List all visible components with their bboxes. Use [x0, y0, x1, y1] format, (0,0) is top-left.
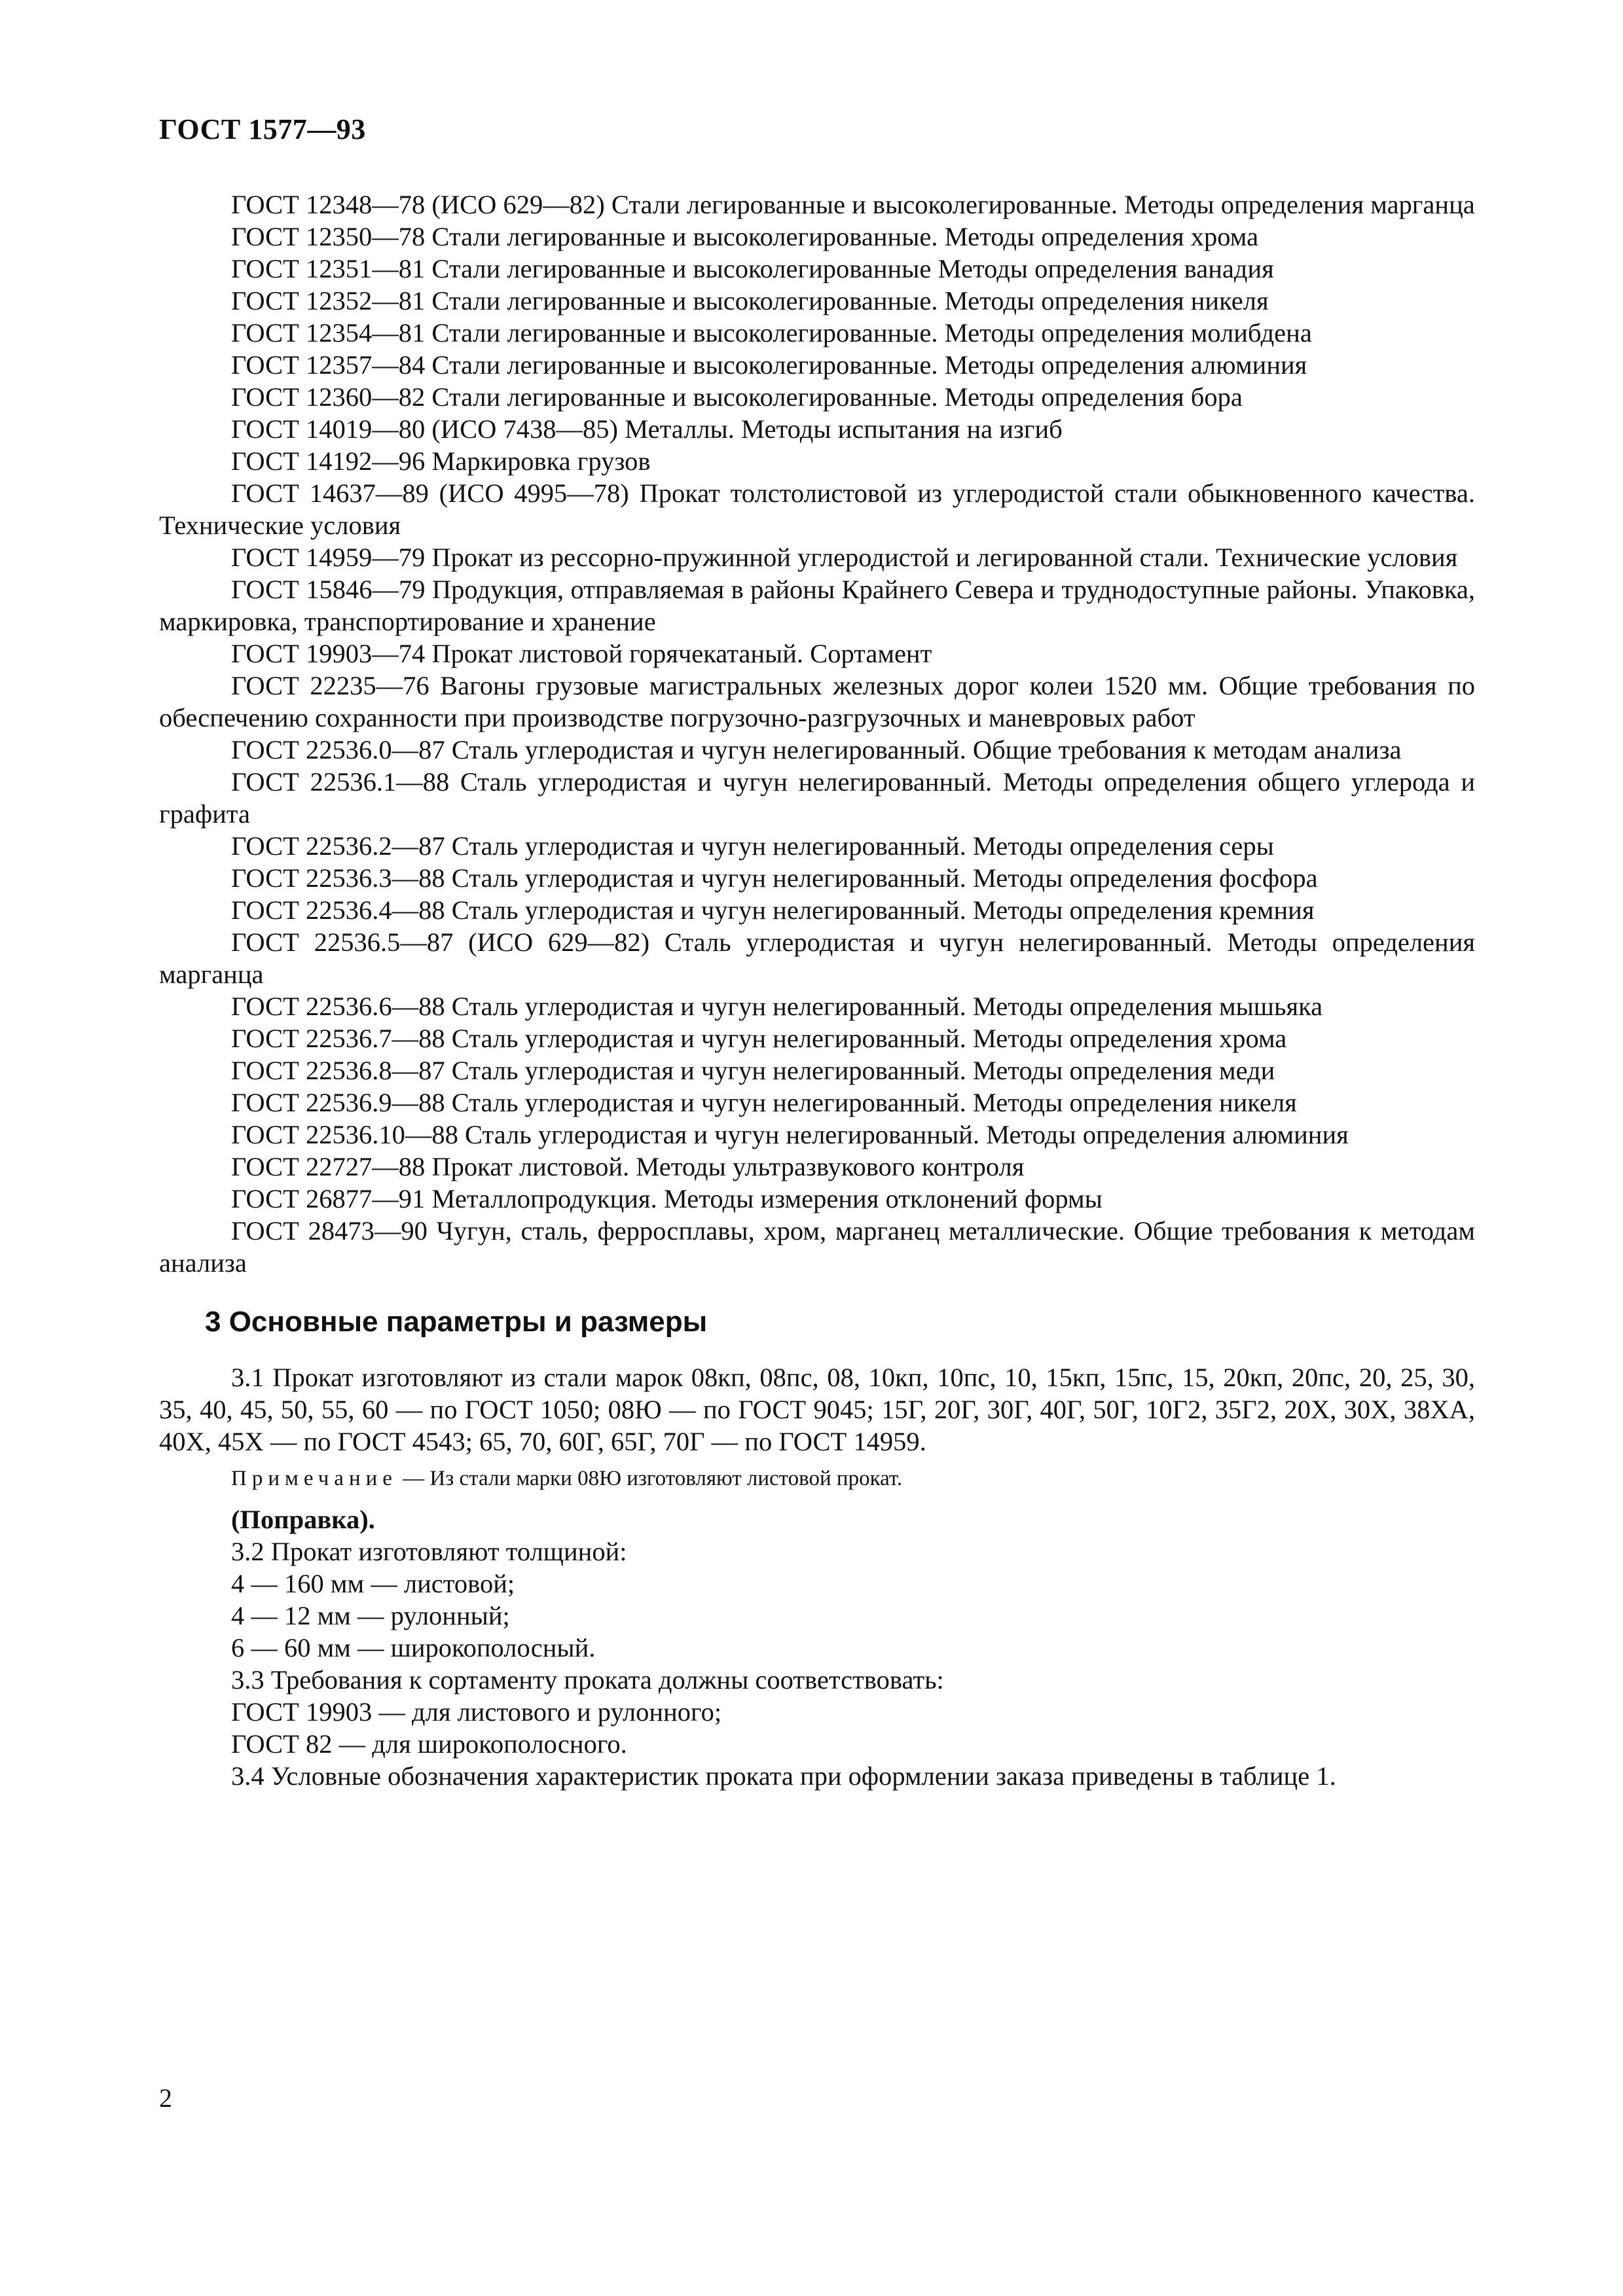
reference-item: ГОСТ 26877—91 Металлопродукция. Методы измерения отклонений формы [231, 1184, 1103, 1213]
section-title: 3 Основные параметры и размеры [205, 1306, 708, 1338]
reference-item: ГОСТ 22536.0—87 Сталь углеродистая и чугун нелегированный. Общие требования к методам анализа [231, 735, 1402, 764]
reference-item: ГОСТ 14192—96 Маркировка грузов [231, 446, 651, 476]
assortment-item: ГОСТ 82 — для широкополосного. [231, 1729, 627, 1759]
reference-item: ГОСТ 22536.3—88 Сталь углеродистая и чугун нелегированный. Методы определения фосфора [231, 863, 1318, 893]
reference-item: ГОСТ 22536.7—88 Сталь углеродистая и чугун нелегированный. Методы определения хрома [231, 1024, 1287, 1053]
page-content [159, 188, 1475, 1792]
reference-item: ГОСТ 22536.5—87 (ИСО 629—82) Сталь углеродистая и чугун нелегированный. Методы определения марганца [159, 927, 1475, 989]
document-code-header: ГОСТ 1577—93 [159, 113, 366, 145]
reference-item: ГОСТ 12357—84 Стали легированные и высоколегированные. Методы определения алюминия [231, 350, 1307, 380]
reference-item: ГОСТ 22235—76 Вагоны грузовые магистральных железных дорог колеи 1520 мм. Общие требования по обеспечению сохранности при производстве погрузочно-разгрузочных и маневровых работ [159, 671, 1475, 732]
reference-item: ГОСТ 22536.2—87 Сталь углеродистая и чугун нелегированный. Методы определения серы [231, 831, 1274, 861]
reference-item: ГОСТ 12348—78 (ИСО 629—82) Стали легированные и высоколегированные. Методы определения марганца [231, 190, 1475, 219]
reference-item: ГОСТ 19903—74 Прокат листовой горячекатаный. Сортамент [231, 639, 932, 668]
reference-item: ГОСТ 22536.4—88 Сталь углеродистая и чугун нелегированный. Методы определения кремния [231, 895, 1315, 925]
paragraph-3-1: 3.1 Прокат изготовляют из стали марок 08кп, 08пс, 08, 10кп, 10пс, 10, 15кп, 15пс, 15, 20кп, 20пс, 20, 25, 30, 35, 40, 45, 50, 55, 60 — по ГОСТ 1050; 08Ю — по ГОСТ 9045; 15Г, 20Г, 30Г, 40Г, 50Г, 10Г2, 35Г2, 20Х, 30Х, 38ХА, 40Х, 45Х — по ГОСТ 4543; 65, 70, 60Г, 65Г, 70Г — по ГОСТ 14959. [159, 1363, 1475, 1456]
note [159, 1464, 1475, 1493]
reference-item: ГОСТ 22536.1—88 Сталь углеродистая и чугун нелегированный. Методы определения общего углерода и графита [159, 767, 1475, 829]
reference-item: ГОСТ 22536.10—88 Сталь углеродистая и чугун нелегированный. Методы определения алюминия [231, 1120, 1349, 1149]
thickness-item: 4 — 12 мм — рулонный; [231, 1601, 510, 1630]
paragraph-3-2: 3.2 Прокат изготовляют толщиной: [231, 1537, 627, 1566]
reference-item: ГОСТ 15846—79 Продукция, отправляемая в районы Крайнего Севера и труднодоступные районы. Упаковка, маркировка, транспортирование и хранение [159, 575, 1475, 636]
reference-item: ГОСТ 22536.9—88 Сталь углеродистая и чугун нелегированный. Методы определения никеля [231, 1088, 1297, 1117]
thickness-item: 4 — 160 мм — листовой; [231, 1569, 515, 1598]
reference-item: ГОСТ 14019—80 (ИСО 7438—85) Металлы. Методы испытания на изгиб [231, 414, 1063, 444]
reference-item: ГОСТ 22536.6—88 Сталь углеродистая и чугун нелегированный. Методы определения мышьяка [231, 992, 1323, 1021]
reference-item: ГОСТ 12354—81 Стали легированные и высоколегированные. Методы определения молибдена [231, 318, 1312, 348]
reference-item: ГОСТ 12350—78 Стали легированные и высоколегированные. Методы определения хрома [231, 222, 1259, 251]
thickness-item: 6 — 60 мм — широкополосный. [231, 1633, 596, 1662]
reference-item: ГОСТ 12360—82 Стали легированные и высоколегированные. Методы определения бора [231, 382, 1243, 412]
reference-item: ГОСТ 22727—88 Прокат листовой. Методы ультразвукового контроля [231, 1152, 1025, 1181]
note-text: — Из стали марки 08Ю изготовляют листовой прокат. [397, 1467, 903, 1490]
reference-item: ГОСТ 28473—90 Чугун, сталь, ферросплавы, хром, марганец металлические. Общие требования к методам анализа [159, 1216, 1475, 1278]
reference-list [159, 188, 1475, 1279]
assortment-item: ГОСТ 19903 — для листового и рулонного; [231, 1697, 722, 1727]
note-label: Примечание [231, 1467, 397, 1490]
page-number: 2 [159, 2083, 172, 2113]
reference-item: ГОСТ 14959—79 Прокат из рессорно-пружинной углеродистой и легированной стали. Технические условия [231, 543, 1458, 572]
paragraph-3-3: 3.3 Требования к сортаменту проката должны соответствовать: [231, 1665, 944, 1695]
paragraph-3-4: 3.4 Условные обозначения характеристик проката при оформлении заказа приведены в таблице 1. [231, 1761, 1336, 1791]
reference-item: ГОСТ 12352—81 Стали легированные и высоколегированные. Методы определения никеля [231, 286, 1269, 315]
reference-item: ГОСТ 14637—89 (ИСО 4995—78) Прокат толстолистовой из углеродистой стали обыкновенного качества. Технические условия [159, 478, 1475, 540]
reference-item: ГОСТ 22536.8—87 Сталь углеродистая и чугун нелегированный. Методы определения меди [231, 1056, 1275, 1085]
reference-item: ГОСТ 12351—81 Стали легированные и высоколегированные Методы определения ванадия [231, 254, 1274, 283]
correction-mark: (Поправка). [231, 1505, 375, 1534]
